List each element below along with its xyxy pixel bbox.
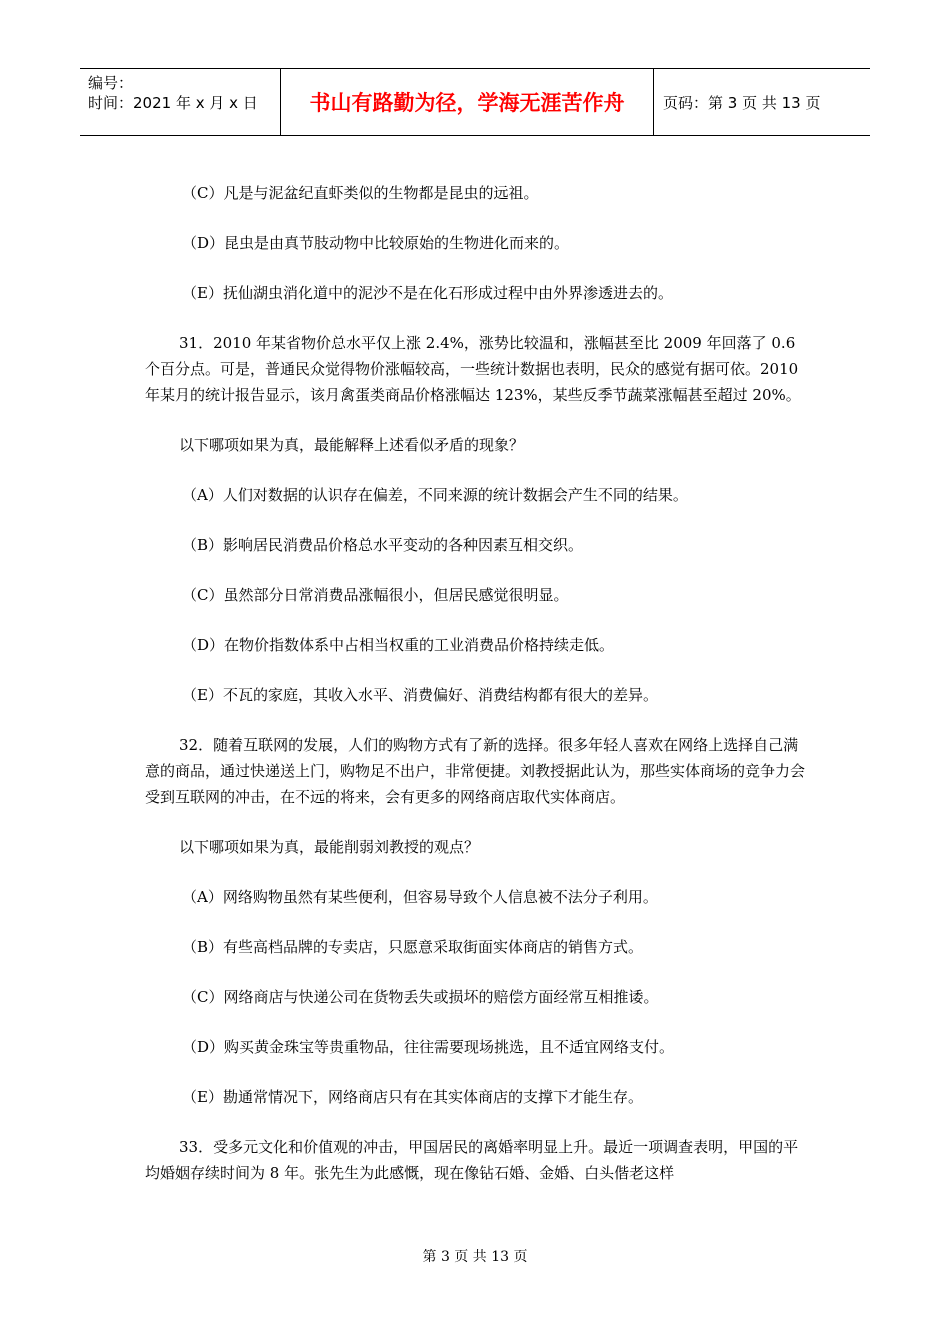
question-stem: 33．受多元文化和价值观的冲击，甲国居民的离婚率明显上升。最近一项调查表明，甲国的平均婚姻存续时间为 8 年。张先生为此感慨，现在像钻石婚、金婚、白头偕老这样 [145, 1138, 799, 1182]
document-number-label: 编号： [88, 74, 134, 92]
answer-option: （D）购买黄金珠宝等贵重物品，往往需要现场挑选，且不适宜网络支付。 [182, 1038, 675, 1056]
question-stem: 32．随着互联网的发展，人们的购物方式有了新的选择。很多年轻人喜欢在网络上选择自己满意的商品，通过快递送上门，购物足不出户，非常便捷。刘教授据此认为，那些实体商场的竞争力会受到互联网的冲击，在不远的将来，会有更多的网络商店取代实体商店。 [145, 736, 806, 806]
answer-option: （A）网络购物虽然有某些便利，但容易导致个人信息被不法分子利用。 [182, 888, 658, 906]
document-body [145, 180, 810, 1210]
page-footer: 第 3 页 共 13 页 [422, 1249, 528, 1265]
answer-option: （D）昆虫是由真节肢动物中比较原始的生物进化而来的。 [182, 234, 570, 252]
answer-option: （B）影响居民消费品价格总水平变动的各种因素互相交织。 [182, 536, 584, 554]
header-page-number: 页码：第 3 页 共 13 页 [663, 93, 821, 112]
page-header [80, 68, 870, 136]
answer-option: （D）在物价指数体系中占相当权重的工业消费品价格持续走低。 [182, 636, 615, 654]
header-info-cell [80, 69, 281, 135]
answer-option: （C）虽然部分日常消费品涨幅很小，但居民感觉很明显。 [182, 586, 569, 604]
answer-option: （E）不瓦的家庭，其收入水平、消费偏好、消费结构都有很大的差异。 [182, 686, 658, 704]
header-motto: 书山有路勤为径，学海无涯苦作舟 [281, 69, 654, 135]
answer-option: （B）有些高档品牌的专卖店，只愿意采取街面实体商店的销售方式。 [182, 938, 644, 956]
answer-option: （E）勘通常情况下，网络商店只有在其实体商店的支撑下才能生存。 [182, 1088, 643, 1106]
answer-option: （A）人们对数据的认识存在偏差，不同来源的统计数据会产生不同的结果。 [182, 486, 688, 504]
question-prompt: 以下哪项如果为真，最能解释上述看似矛盾的现象？ [179, 436, 525, 454]
question-prompt: 以下哪项如果为真，最能削弱刘教授的观点？ [179, 838, 480, 856]
answer-option: （C）网络商店与快递公司在货物丢失或损坏的赔偿方面经常互相推诿。 [182, 988, 659, 1006]
question-stem: 31．2010 年某省物价总水平仅上涨 2.4%，涨势比较温和，涨幅甚至比 2009 年回落了 0.6 个百分点。可是，普通民众觉得物价涨幅较高，一些统计数据也表明，民众的感觉有据可依。2010 年某月的统计报告显示，该月禽蛋类商品价格涨幅达 123%，某些反季节蔬菜涨幅甚至超过 20%。 [145, 334, 801, 404]
document-time-label: 时间：2021 年 x 月 x 日 [88, 94, 258, 112]
answer-option: （C）凡是与泥盆纪直虾类似的生物都是昆虫的远祖。 [182, 184, 539, 202]
answer-option: （E）抚仙湖虫消化道中的泥沙不是在化石形成过程中由外界渗透进去的。 [182, 284, 673, 302]
